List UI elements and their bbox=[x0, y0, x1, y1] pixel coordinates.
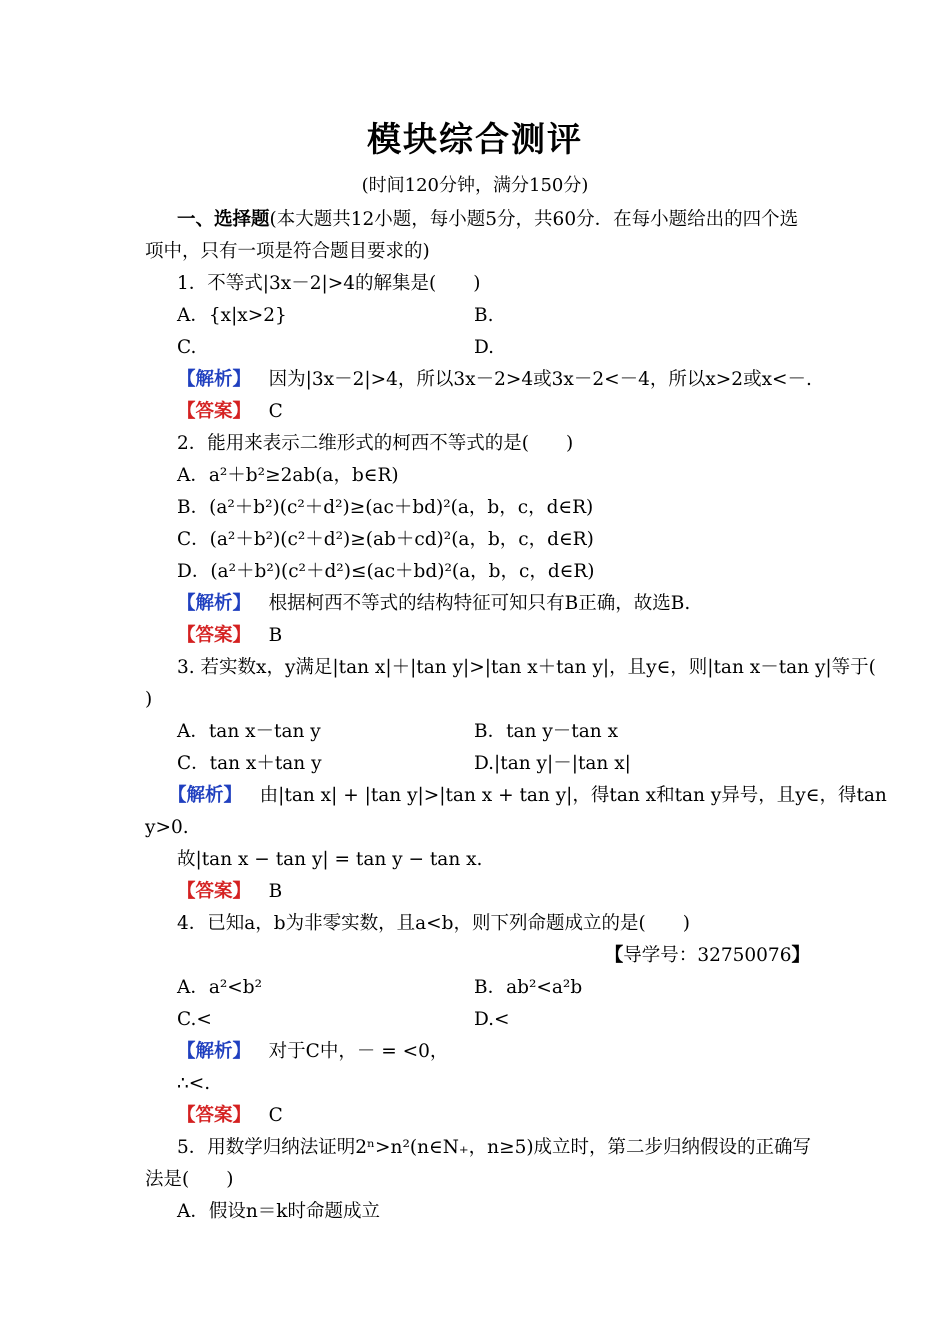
q1-analysis-text: 因为|3x－2|>4，所以3x－2>4或3x－2<－4，所以x>2或x<－. bbox=[268, 369, 812, 390]
answer-tag: 【答案】 bbox=[177, 881, 252, 902]
q4-option-d: D.< bbox=[474, 1009, 510, 1030]
q4-options-ab bbox=[177, 974, 847, 1002]
q3-analysis-text: 由|tan x| + |tan y|>|tan x + tan y|，得tan x和tan y异号，且y∈，得tan bbox=[259, 785, 887, 806]
q5-option-a: A．假设n＝k时命题成立 bbox=[177, 1201, 380, 1222]
q3-stem-cont: ) bbox=[145, 689, 153, 710]
q4-option-a: A．a²<b² bbox=[177, 977, 263, 998]
q2-option-d: D．(a²＋b²)(c²＋d²)≤(ac＋bd)²(a，b，c，d∈R) bbox=[177, 561, 595, 582]
analysis-tag: 【解析】 bbox=[177, 593, 252, 614]
q2-answer-value: B bbox=[268, 625, 283, 646]
guide-bracket-open: 【 bbox=[604, 945, 624, 966]
q1-options-cd bbox=[177, 334, 847, 362]
q2-option-a: A．a²＋b²≥2ab(a，b∈R) bbox=[177, 465, 399, 486]
page-subtitle: (时间120分钟，满分150分) bbox=[361, 175, 589, 196]
q4-answer-value: C bbox=[268, 1105, 283, 1126]
q4-analysis-text: 对于C中，－ = <0， bbox=[268, 1041, 449, 1062]
q4-guide-number bbox=[605, 942, 810, 970]
guide-number: 32750076 bbox=[697, 945, 792, 966]
q2-analysis-text: 根据柯西不等式的结构特征可知只有B正确，故选B. bbox=[268, 593, 691, 614]
q2-option-b: B．(a²＋b²)(c²＋d²)≥(ac＋bd)²(a，b，c，d∈R) bbox=[177, 497, 594, 518]
q2-analysis bbox=[177, 590, 847, 618]
q1-option-b: B. bbox=[474, 305, 494, 326]
q2-option-c: C．(a²＋b²)(c²＋d²)≥(ab＋cd)²(a，b，c，d∈R) bbox=[177, 529, 594, 550]
q4-option-b: B．ab²<a²b bbox=[474, 977, 583, 998]
section-desc-cont: 项中，只有一项是符合题目要求的) bbox=[145, 241, 430, 262]
q3-option-c: C．tan x＋tan y bbox=[177, 753, 322, 774]
q1-option-c: C. bbox=[177, 337, 197, 358]
q1-options-ab bbox=[177, 302, 847, 330]
answer-tag: 【答案】 bbox=[177, 1105, 252, 1126]
q4-stem: 4．已知a，b为非零实数，且a<b，则下列命题成立的是( ) bbox=[177, 913, 690, 934]
q3-analysis-conclusion: 故|tan x − tan y| = tan y − tan x. bbox=[177, 849, 483, 870]
q1-option-a: A．{x|x>2} bbox=[177, 305, 287, 326]
guide-bracket-close: 】 bbox=[791, 945, 810, 966]
q1-answer bbox=[177, 398, 847, 426]
q3-stem: 3. 若实数x，y满足|tan x|＋|tan y|>|tan x＋tan y|，且y∈，则|tan x－tan y|等于( bbox=[177, 657, 876, 678]
analysis-tag: 【解析】 bbox=[168, 785, 243, 806]
guide-label: 导学号： bbox=[623, 945, 698, 966]
q1-analysis bbox=[177, 366, 847, 394]
q4-option-c: C.< bbox=[177, 1009, 212, 1030]
q1-option-d: D. bbox=[474, 337, 495, 358]
q3-analysis bbox=[168, 782, 887, 810]
section-label: 一、选择题 bbox=[177, 209, 270, 230]
q4-analysis-conclusion: ∴<. bbox=[177, 1073, 211, 1094]
q2-stem: 2．能用来表示二维形式的柯西不等式的是( ) bbox=[177, 433, 574, 454]
q3-options-cd bbox=[177, 750, 847, 778]
page-title: 模块综合测评 bbox=[367, 120, 583, 160]
q3-option-a: A．tan x－tan y bbox=[177, 721, 321, 742]
section-desc: (本大题共12小题，每小题5分，共60分．在每小题给出的四个选 bbox=[269, 209, 799, 230]
q5-stem-cont: 法是( ) bbox=[145, 1169, 234, 1190]
section-heading bbox=[177, 206, 847, 234]
q4-analysis bbox=[177, 1038, 847, 1066]
q5-stem: 5．用数学归纳法证明2ⁿ>n²(n∈N₊，n≥5)成立时，第二步归纳假设的正确写 bbox=[177, 1137, 812, 1158]
analysis-tag: 【解析】 bbox=[177, 369, 252, 390]
q2-answer bbox=[177, 622, 847, 650]
q3-options-ab bbox=[177, 718, 847, 746]
q1-stem: 1．不等式|3x－2|>4的解集是( ) bbox=[177, 273, 481, 294]
q1-answer-value: C bbox=[268, 401, 283, 422]
q4-answer bbox=[177, 1102, 847, 1130]
q4-options-cd bbox=[177, 1006, 847, 1034]
analysis-tag: 【解析】 bbox=[177, 1041, 252, 1062]
q3-answer-value: B bbox=[268, 881, 283, 902]
answer-tag: 【答案】 bbox=[177, 625, 252, 646]
q3-option-d: D.|tan y|－|tan x| bbox=[474, 753, 631, 774]
answer-tag: 【答案】 bbox=[177, 401, 252, 422]
q3-option-b: B．tan y－tan x bbox=[474, 721, 618, 742]
q3-answer bbox=[177, 878, 847, 906]
q3-analysis-cont: y>0. bbox=[145, 817, 189, 838]
